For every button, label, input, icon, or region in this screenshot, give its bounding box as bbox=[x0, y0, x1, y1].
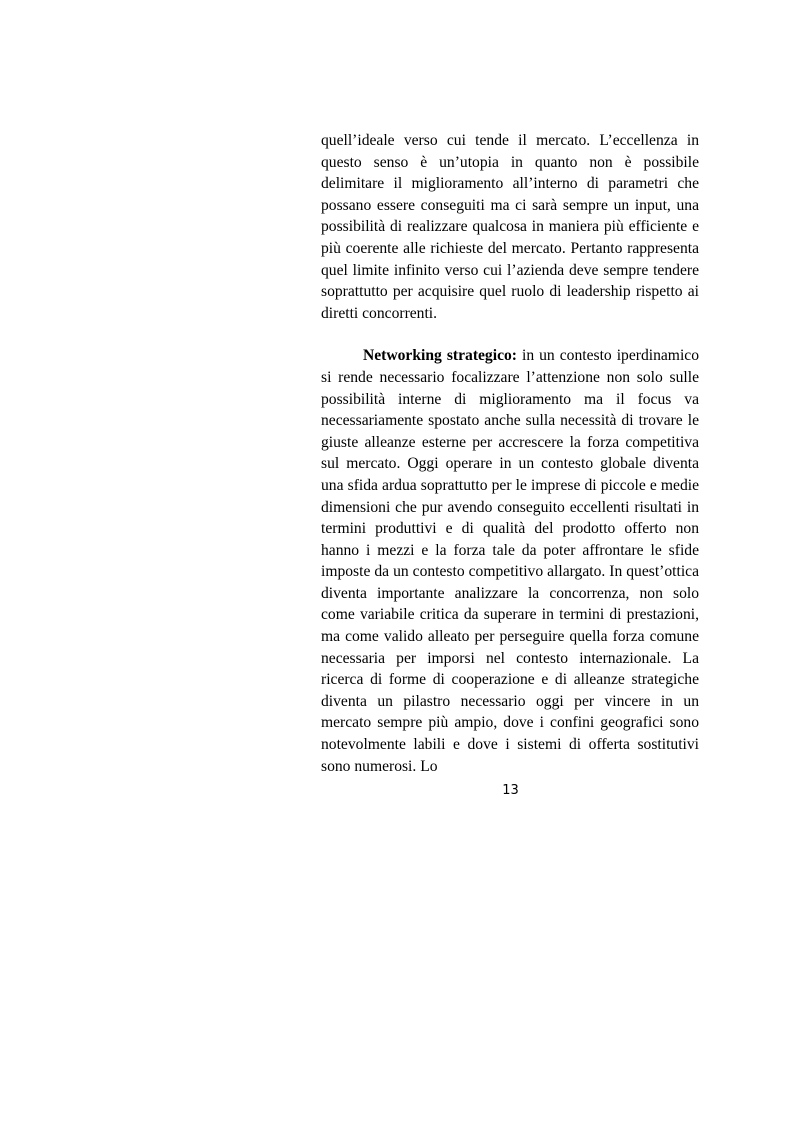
networking-heading: Networking strategico: bbox=[363, 347, 517, 365]
body-text bbox=[321, 130, 699, 777]
networking-body: in un contesto iperdinamico si rende necessario focalizzare l’attenzione non solo sulle possibilità interne di miglioramento ma il focus va necessariamente spostato anche sulla necessità di trovare le giuste alleanze esterne per accrescere la forza competitiva sul mercato. Oggi operare in un contesto globale diventa una sfida ardua soprattutto per le imprese di piccole e medie dimensioni che pur avendo conseguito eccellenti risultati in termini produttivi e di qualità del prodotto offerto non hanno i mezzi e la forza tale da poter affrontare le sfide imposte da un contesto competitivo allargato. In quest’ottica diventa importante analizzare la concorrenza, non solo come variabile critica da superare in termini di prestazioni, ma come valido alleato per perseguire quella forza comune necessaria per imporsi nel contesto internazionale. La ricerca di forme di cooperazione e di alleanze strategiche diventa un pilastro necessario oggi per vincere in un mercato sempre più ampio, dove i confini geografici sono notevolmente labili e dove i sistemi di offerta sostitutivi sono numerosi. Lo bbox=[321, 347, 699, 775]
page-number: 13 bbox=[502, 783, 519, 798]
paragraph-networking bbox=[321, 345, 699, 777]
paragraph-excellence: quell’ideale verso cui tende il mercato. L’eccellenza in questo senso è un’utopia in quanto non è possibile delimitare il miglioramento all’interno di parametri che possano essere conseguiti ma ci sarà sempre un input, una possibilità di realizzare qualcosa in maniera più efficiente e più coerente alle richieste del mercato. Pertanto rappresenta quel limite infinito verso cui l’azienda deve sempre tendere soprattutto per acquisire quel ruolo di leadership rispetto ai diretti concorrenti. bbox=[321, 132, 699, 322]
